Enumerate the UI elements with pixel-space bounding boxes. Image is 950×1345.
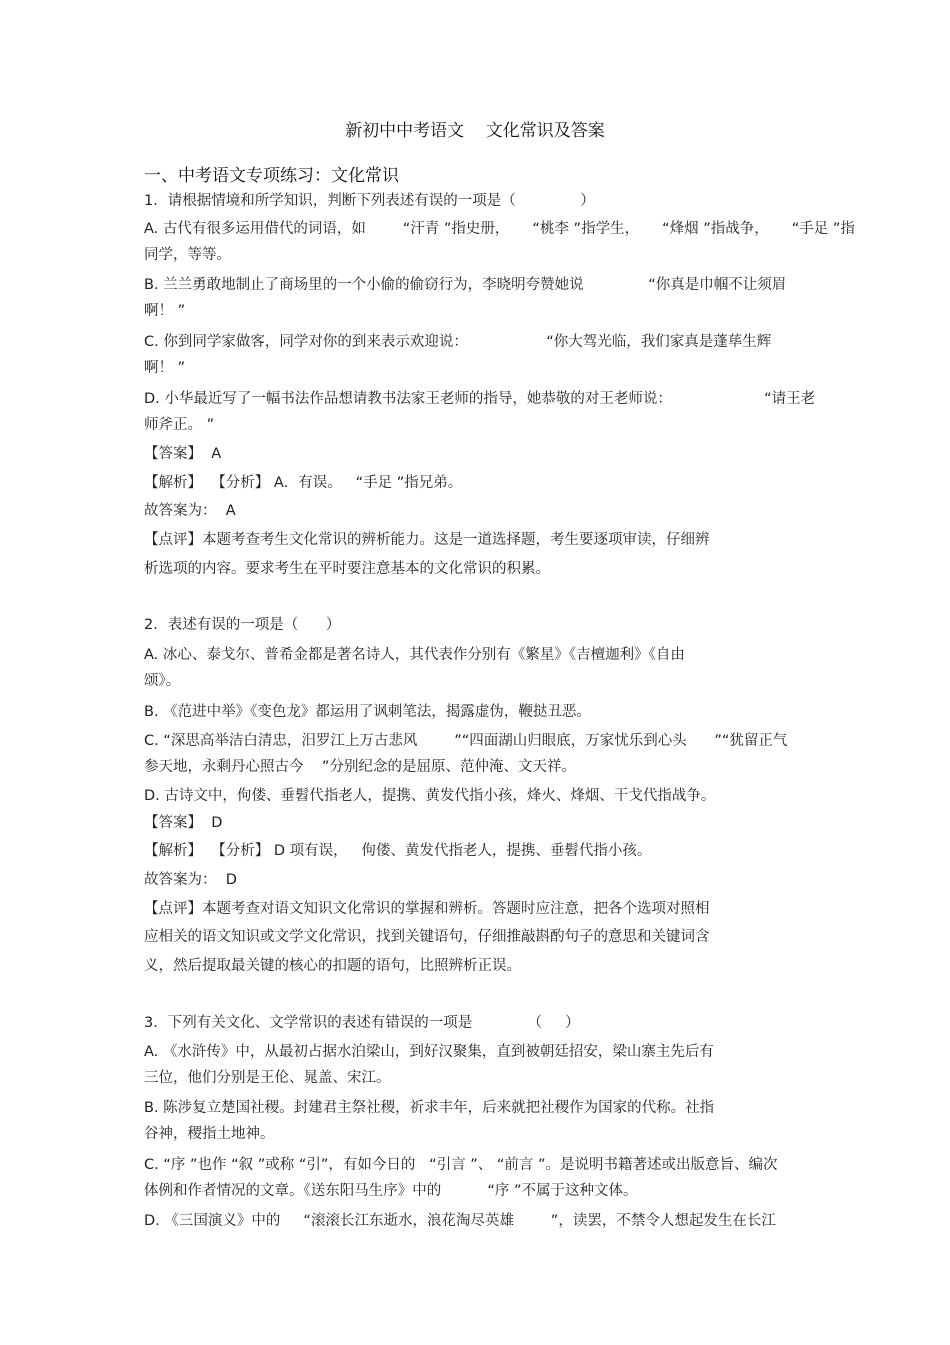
- q1-option-b-cont: 啊！ ”: [144, 303, 186, 319]
- q2-option-a-cont: 颂》。: [144, 673, 181, 689]
- q2-stem: 2．表述有误的一项是（ ）: [144, 617, 341, 633]
- q2-analysis: 【解析】 【分析】 D 项有误， 佝偻、黄发代指老人，提携、垂髫代指小孩。: [144, 843, 652, 859]
- q2-option-c-cont: 参天地，永剩丹心照古今 ”分别纪念的是屈原、范仲淹、文天祥。: [144, 759, 576, 775]
- q1-stem: 1．请根据情境和所学知识，判断下列表述有误的一项是（ ）: [144, 193, 595, 209]
- q2-answer: 【答案】 D: [144, 815, 223, 831]
- section-heading: 一、中考语文专项练习：文化常识: [144, 166, 399, 186]
- q3-option-b: B. 陈涉复立楚国社稷。封建君主祭社稷，祈求丰年，后来就把社稷作为国家的代称。社指: [144, 1100, 715, 1116]
- q1-option-c: C. 你到同学家做客，同学对你的到来表示欢迎说： “你大驾光临，我们家真是蓬荜生辉: [144, 334, 772, 350]
- q1-comment: 【点评】本题考查考生文化常识的辨析能力。这是一道选择题，考生要逐项审读，仔细辨: [144, 532, 710, 548]
- q3-stem: 3．下列有关文化、文学常识的表述有错误的一项是 （ ）: [144, 1015, 580, 1031]
- q3-option-d: D. 《三国演义》中的 “滚滚长江东逝水，浪花淘尽英雄 ”，读罢，不禁令人想起发生在长江: [144, 1213, 776, 1229]
- q2-final-answer: 故答案为： D: [144, 872, 237, 888]
- q2-option-c: C. “深思高举洁白清忠，汨罗江上万古悲风 ”“四面湖山归眼底，万家忧乐到心头 ”“犹留正气: [144, 733, 788, 749]
- q3-option-c: C. “序 ”也作 “叙 ”或称 “引”，有如今日的 “引言 ”、 “前言 ”。是说明书籍著述或出版意旨、编次: [144, 1157, 778, 1173]
- q1-comment-cont: 析选项的内容。要求考生在平时要注意基本的文化常识的积累。: [144, 561, 550, 577]
- q2-comment-cont2: 义，然后提取最关键的核心的扣题的语句，比照辨析正误。: [144, 958, 521, 974]
- q2-option-d: D. 古诗文中，佝偻、垂髫代指老人，提携、黄发代指小孩，烽火、烽烟、干戈代指战争。: [144, 788, 716, 804]
- q2-comment-cont: 应相关的语文知识或文学文化常识，找到关键语句，仔细推敲斟酌句子的意思和关键词含: [144, 929, 710, 945]
- q1-option-d: D. 小华最近写了一幅书法作品想请教书法家王老师的指导，她恭敬的对王老师说： “请王老: [144, 391, 816, 407]
- q3-option-b-cont: 谷神，稷指土地神。: [144, 1126, 275, 1142]
- q1-option-c-cont: 啊！ ”: [144, 360, 186, 376]
- q2-option-a: A. 冰心、泰戈尔、普希金都是著名诗人，其代表作分别有《繁星》《吉檀迦利》《自由: [144, 647, 685, 663]
- q1-analysis: 【解析】 【分析】 A．有误。 “手足 ”指兄弟。: [144, 475, 463, 491]
- q1-option-d-cont: 师斧正。 ”: [144, 417, 215, 433]
- document-title: 新初中中考语文 文化常识及答案: [345, 121, 605, 141]
- q1-option-a-cont: 同学，等等。: [144, 247, 231, 263]
- q1-final-answer: 故答案为： A: [144, 503, 236, 519]
- q2-comment: 【点评】本题考查对语文知识文化常识的掌握和辨析。答题时应注意，把各个选项对照相: [144, 901, 710, 917]
- q1-option-b: B. 兰兰勇敢地制止了商场里的一个小偷的偷窃行为，李晓明夸赞她说 “你真是巾帼不让须眉: [144, 277, 787, 293]
- q3-option-a: A. 《水浒传》中，从最初占据水泊梁山，到好汉聚集，直到被朝廷招安，梁山寨主先后有: [144, 1044, 714, 1060]
- q3-option-a-cont: 三位，他们分别是王伦、晁盖、宋江。: [144, 1070, 391, 1086]
- q1-option-a: A. 古代有很多运用借代的词语，如 “汗青 ”指史册， “桃李 ”指学生， “烽烟 ”指战争， “手足 ”指: [144, 221, 855, 237]
- q1-answer: 【答案】 A: [144, 446, 222, 462]
- q2-option-b: B. 《范进中举》《变色龙》都运用了讽刺笔法，揭露虚伪，鞭挞丑恶。: [144, 704, 591, 720]
- q3-option-c-cont: 体例和作者情况的文章。《送东阳马生序》中的 “序 ”不属于这种文体。: [144, 1183, 638, 1199]
